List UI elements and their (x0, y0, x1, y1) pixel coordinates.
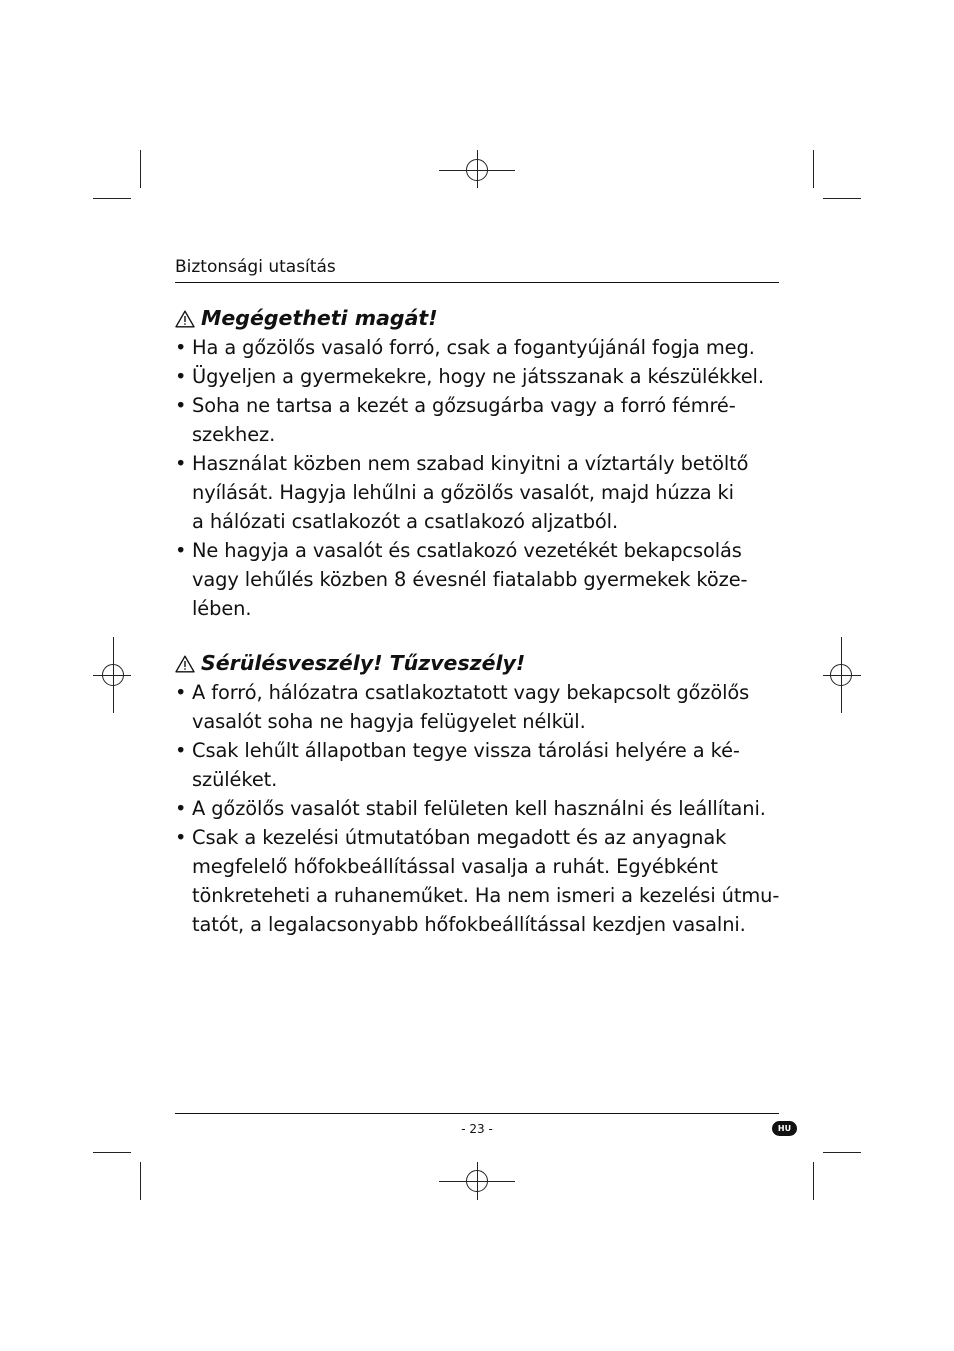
registration-circle (830, 664, 852, 686)
list-item (175, 449, 785, 536)
list-item-line: Csak lehűlt állapotban tegye vissza tárolási helyére a ké- (192, 739, 740, 762)
warning-triangle-icon (175, 655, 195, 673)
warning-heading (175, 649, 785, 678)
crop-mark (140, 1162, 141, 1200)
registration-circle (466, 159, 488, 181)
list-item (175, 536, 785, 623)
warning-list (175, 678, 785, 939)
bullet-icon: • (175, 452, 187, 475)
list-item-line: vagy lehűlés közben 8 évesnél fiatalabb gyermekek köze- (192, 568, 748, 591)
crop-mark (813, 150, 814, 188)
list-item-line: lében. (192, 597, 252, 620)
bullet-icon: • (175, 539, 187, 562)
bullet-icon: • (175, 681, 187, 704)
list-item-line: Csak a kezelési útmutatóban megadott és az anyagnak (192, 826, 727, 849)
list-item (175, 794, 785, 823)
warning-section-burn (175, 304, 785, 623)
list-item (175, 333, 785, 362)
bullet-icon: • (175, 797, 187, 820)
list-item-line: Ügyeljen a gyermekekre, hogy ne játsszanak a készülékkel. (192, 365, 764, 388)
warning-list (175, 333, 785, 623)
list-item-line: Használat közben nem szabad kinyitni a víztartály betöltő (192, 452, 749, 475)
crop-mark (93, 198, 131, 199)
list-item (175, 823, 785, 939)
bullet-icon: • (175, 365, 187, 388)
list-item-line: tatót, a legalacsonyabb hőfokbeállítással kezdjen vasalni. (192, 913, 746, 936)
list-item-line: Ne hagyja a vasalót és csatlakozó vezetékét bekapcsolás (192, 539, 742, 562)
list-item-line: Soha ne tartsa a kezét a gőzsugárba vagy a forró fémré- (192, 394, 736, 417)
list-item-line: szüléket. (192, 768, 278, 791)
bullet-icon: • (175, 739, 187, 762)
list-item-line: A gőzölős vasalót stabil felületen kell használni és leállítani. (192, 797, 766, 820)
crop-mark (813, 1162, 814, 1200)
crop-mark (140, 150, 141, 188)
crop-mark (823, 1152, 861, 1153)
list-item (175, 362, 785, 391)
list-item (175, 736, 785, 794)
crop-mark (823, 198, 861, 199)
list-item-line: a hálózati csatlakozót a csatlakozó aljzatból. (192, 510, 619, 533)
bullet-icon: • (175, 826, 187, 849)
bullet-icon: • (175, 394, 187, 417)
page-number: - 23 - (461, 1122, 493, 1136)
warning-heading (175, 304, 785, 333)
list-item-line: tönkreteheti a ruhaneműket. Ha nem ismeri a kezelési útmu- (192, 884, 780, 907)
footer-rule (175, 1113, 779, 1114)
crop-mark (93, 1152, 131, 1153)
bullet-icon: • (175, 336, 187, 359)
warning-triangle-icon (175, 310, 195, 328)
header-rule (175, 282, 779, 283)
warning-heading-text: Sérülésveszély! Tűzveszély! (201, 651, 526, 675)
list-item-line: A forró, hálózatra csatlakoztatott vagy bekapcsolt gőzölős (192, 681, 750, 704)
list-item-line: szekhez. (192, 423, 276, 446)
list-item-line: megfelelő hőfokbeállítással vasalja a ruhát. Egyébként (192, 855, 718, 878)
list-item (175, 391, 785, 449)
warning-heading-text: Megégetheti magát! (201, 306, 438, 330)
section-header: Biztonsági utasítás (175, 257, 336, 277)
list-item-line: nyílását. Hagyja lehűlni a gőzölős vasalót, majd húzza ki (192, 481, 734, 504)
registration-circle (102, 664, 124, 686)
warning-section-injury-fire (175, 649, 785, 939)
registration-circle (466, 1170, 488, 1192)
list-item (175, 678, 785, 736)
list-item-line: vasalót soha ne hagyja felügyelet nélkül. (192, 710, 586, 733)
language-badge: HU (772, 1121, 797, 1136)
list-item-line: Ha a gőzölős vasaló forró, csak a fogantyújánál fogja meg. (192, 336, 755, 359)
